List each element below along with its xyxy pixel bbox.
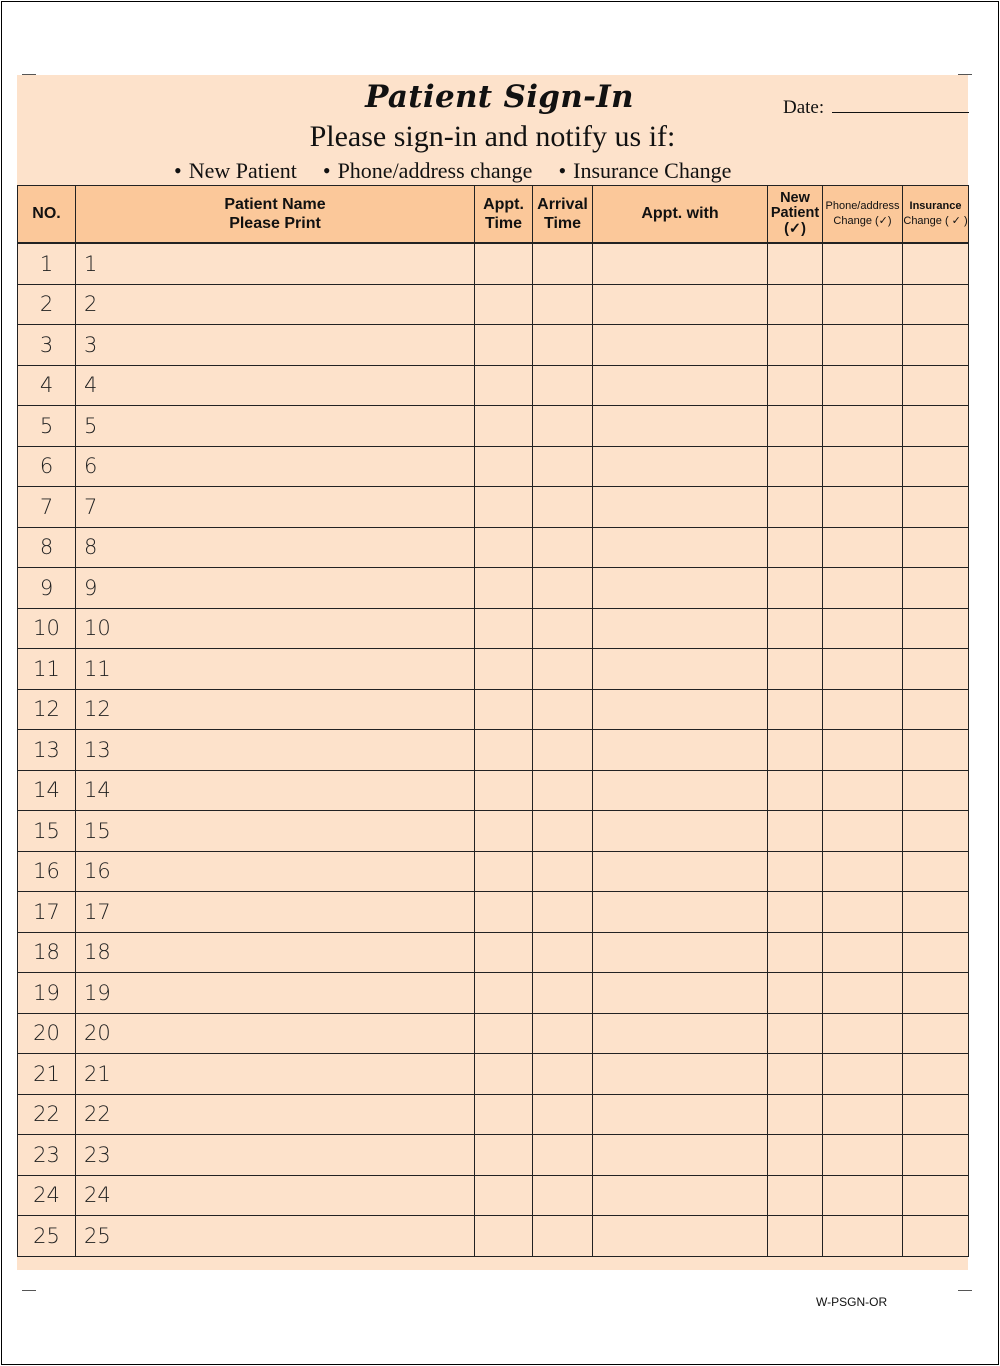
insurance-check-cell[interactable]: [903, 568, 969, 609]
notify-item-label: Insurance Change: [573, 158, 732, 183]
row-number-cell: 1: [18, 243, 76, 284]
arrival-time-cell[interactable]: [533, 770, 593, 811]
appt-time-cell[interactable]: [475, 932, 533, 973]
row-number-cell: 17: [18, 892, 76, 933]
appt-time-cell[interactable]: [475, 284, 533, 325]
header-arrival-line2: Time: [543, 215, 582, 232]
insurance-check-cell[interactable]: [903, 689, 969, 730]
appt-with-cell[interactable]: [593, 1094, 768, 1135]
appt-time-cell[interactable]: [475, 608, 533, 649]
appt-time-cell[interactable]: [475, 325, 533, 366]
new-patient-check-cell[interactable]: [768, 1216, 823, 1257]
appt-time-cell[interactable]: [475, 1054, 533, 1095]
row-number-cell: 16: [18, 851, 76, 892]
arrival-time-cell[interactable]: [533, 568, 593, 609]
header-name-line1: Patient Name: [224, 195, 326, 213]
new-patient-check-cell[interactable]: [768, 1135, 823, 1176]
patient-name-cell[interactable]: 21: [76, 1054, 475, 1095]
arrival-time-cell[interactable]: [533, 892, 593, 933]
insurance-check-cell[interactable]: [903, 770, 969, 811]
table-row: [18, 932, 969, 973]
row-number-cell: 9: [18, 568, 76, 609]
patient-name-cell[interactable]: 18: [76, 932, 475, 973]
row-number-cell: 3: [18, 325, 76, 366]
insurance-check-cell[interactable]: [903, 1216, 969, 1257]
patient-name-cell[interactable]: 14: [76, 770, 475, 811]
row-number-cell: 19: [18, 973, 76, 1014]
appt-with-cell[interactable]: [593, 892, 768, 933]
insurance-check-cell[interactable]: [903, 1054, 969, 1095]
appt-time-cell[interactable]: [475, 811, 533, 852]
phone-address-check-cell[interactable]: [823, 1216, 903, 1257]
header-appt-time-line1: Appt.: [483, 195, 524, 213]
table-row: [18, 973, 969, 1014]
row-number-cell: 12: [18, 689, 76, 730]
insurance-check-cell[interactable]: [903, 1013, 969, 1054]
arrival-time-cell[interactable]: [533, 446, 593, 487]
patient-name-cell[interactable]: 22: [76, 1094, 475, 1135]
notify-item-label: New Patient: [188, 158, 297, 183]
phone-address-check-cell[interactable]: [823, 770, 903, 811]
sign-in-sheet: [17, 75, 968, 1270]
insurance-check-cell[interactable]: [903, 406, 969, 447]
patient-name-cell[interactable]: 25: [76, 1216, 475, 1257]
form-code: W-PSGN-OR: [816, 1295, 888, 1309]
new-patient-check-cell[interactable]: [768, 892, 823, 933]
table-row: [18, 608, 969, 649]
appt-with-cell[interactable]: [593, 446, 768, 487]
arrival-time-cell[interactable]: [533, 284, 593, 325]
notify-list: [174, 158, 731, 184]
new-patient-check-cell[interactable]: [768, 325, 823, 366]
patient-name-cell[interactable]: 5: [76, 406, 475, 447]
header-new-patient-line1: New: [780, 190, 810, 207]
appt-with-cell[interactable]: [593, 365, 768, 406]
header-new-patient-line2: Patient: [770, 205, 820, 222]
patient-name-cell[interactable]: 9: [76, 568, 475, 609]
insurance-check-cell[interactable]: [903, 284, 969, 325]
appt-with-cell[interactable]: [593, 1054, 768, 1095]
table-row: [18, 770, 969, 811]
appt-with-cell[interactable]: [593, 1216, 768, 1257]
appt-with-cell[interactable]: [593, 1135, 768, 1176]
insurance-check-cell[interactable]: [903, 649, 969, 690]
insurance-check-cell[interactable]: [903, 365, 969, 406]
phone-address-check-cell[interactable]: [823, 730, 903, 771]
phone-address-check-cell[interactable]: [823, 527, 903, 568]
arrival-time-cell[interactable]: [533, 811, 593, 852]
patient-name-cell[interactable]: 13: [76, 730, 475, 771]
patient-name-cell[interactable]: 24: [76, 1175, 475, 1216]
header-no-label: NO.: [32, 205, 61, 223]
arrival-time-cell[interactable]: [533, 365, 593, 406]
phone-address-check-cell[interactable]: [823, 365, 903, 406]
insurance-check-cell[interactable]: [903, 1175, 969, 1216]
table-row: [18, 365, 969, 406]
appt-with-cell[interactable]: [593, 649, 768, 690]
new-patient-check-cell[interactable]: [768, 1013, 823, 1054]
row-number-cell: 11: [18, 649, 76, 690]
row-number-cell: 22: [18, 1094, 76, 1135]
row-number-cell: 8: [18, 527, 76, 568]
arrival-time-cell[interactable]: [533, 973, 593, 1014]
patient-name-cell[interactable]: 1: [76, 243, 475, 284]
insurance-check-cell[interactable]: [903, 851, 969, 892]
row-number-cell: 2: [18, 284, 76, 325]
phone-address-check-cell[interactable]: [823, 1175, 903, 1216]
patient-name-cell[interactable]: 23: [76, 1135, 475, 1176]
new-patient-check-cell[interactable]: [768, 689, 823, 730]
new-patient-check-cell[interactable]: [768, 527, 823, 568]
date-label: Date:: [783, 97, 825, 118]
arrival-time-cell[interactable]: [533, 406, 593, 447]
arrival-time-cell[interactable]: [533, 325, 593, 366]
new-patient-check-cell[interactable]: [768, 243, 823, 284]
arrival-time-cell[interactable]: [533, 1094, 593, 1135]
insurance-check-cell[interactable]: [903, 811, 969, 852]
patient-name-cell[interactable]: 3: [76, 325, 475, 366]
patient-name-cell[interactable]: 19: [76, 973, 475, 1014]
table-row: [18, 689, 969, 730]
form-title: Patient Sign-In: [365, 79, 634, 115]
table-row: [18, 527, 969, 568]
patient-name-cell[interactable]: 17: [76, 892, 475, 933]
phone-address-check-cell[interactable]: [823, 892, 903, 933]
table-row: [18, 1054, 969, 1095]
patient-name-cell[interactable]: 10: [76, 608, 475, 649]
arrival-time-cell[interactable]: [533, 649, 593, 690]
insurance-check-cell[interactable]: [903, 1135, 969, 1176]
new-patient-check-cell[interactable]: [768, 649, 823, 690]
appt-with-cell[interactable]: [593, 1013, 768, 1054]
row-number-cell: 13: [18, 730, 76, 771]
appt-with-cell[interactable]: [593, 770, 768, 811]
phone-address-check-cell[interactable]: [823, 406, 903, 447]
arrival-time-cell[interactable]: [533, 1135, 593, 1176]
header-new-patient-line3: (✓): [784, 220, 806, 237]
phone-address-check-cell[interactable]: [823, 1013, 903, 1054]
phone-address-check-cell[interactable]: [823, 1094, 903, 1135]
appt-with-cell[interactable]: [593, 568, 768, 609]
sign-in-table: [17, 185, 969, 1257]
new-patient-check-cell[interactable]: [768, 1094, 823, 1135]
row-number-cell: 21: [18, 1054, 76, 1095]
appt-time-cell[interactable]: [475, 1135, 533, 1176]
appt-time-cell[interactable]: [475, 973, 533, 1014]
crop-mark-bottom-left: [22, 1290, 36, 1291]
bullet: •: [322, 158, 331, 183]
patient-name-cell[interactable]: 16: [76, 851, 475, 892]
row-number-cell: 15: [18, 811, 76, 852]
appt-time-cell[interactable]: [475, 689, 533, 730]
new-patient-check-cell[interactable]: [768, 730, 823, 771]
appt-time-cell[interactable]: [475, 1216, 533, 1257]
appt-with-cell[interactable]: [593, 284, 768, 325]
arrival-time-cell[interactable]: [533, 851, 593, 892]
date-field[interactable]: [832, 112, 969, 113]
new-patient-check-cell[interactable]: [768, 770, 823, 811]
row-number-cell: 5: [18, 406, 76, 447]
insurance-check-cell[interactable]: [903, 527, 969, 568]
patient-name-cell[interactable]: 15: [76, 811, 475, 852]
phone-address-check-cell[interactable]: [823, 1054, 903, 1095]
header-appt-time: [475, 186, 533, 244]
header-insurance-line1: Insurance: [909, 199, 962, 212]
form-subtitle: Please sign-in and notify us if:: [309, 120, 676, 153]
appt-time-cell[interactable]: [475, 527, 533, 568]
insurance-check-cell[interactable]: [903, 973, 969, 1014]
appt-time-cell[interactable]: [475, 851, 533, 892]
header-phone-address-change: [823, 186, 903, 244]
table-row: [18, 243, 969, 284]
appt-with-cell[interactable]: [593, 973, 768, 1014]
table-row: [18, 406, 969, 447]
new-patient-check-cell[interactable]: [768, 811, 823, 852]
appt-with-cell[interactable]: [593, 325, 768, 366]
table-row: [18, 811, 969, 852]
table-body: [18, 243, 969, 1256]
appt-with-cell[interactable]: [593, 811, 768, 852]
new-patient-check-cell[interactable]: [768, 487, 823, 528]
appt-with-cell[interactable]: [593, 1175, 768, 1216]
bullet: •: [174, 158, 182, 183]
appt-with-cell[interactable]: [593, 851, 768, 892]
appt-time-cell[interactable]: [475, 406, 533, 447]
new-patient-check-cell[interactable]: [768, 1175, 823, 1216]
header-appt-with-label: Appt. with: [641, 205, 719, 223]
appt-with-cell[interactable]: [593, 243, 768, 284]
new-patient-check-cell[interactable]: [768, 608, 823, 649]
header-name-line2: Please Print: [229, 215, 321, 232]
appt-time-cell[interactable]: [475, 892, 533, 933]
row-number-cell: 6: [18, 446, 76, 487]
arrival-time-cell[interactable]: [533, 243, 593, 284]
arrival-time-cell[interactable]: [533, 1054, 593, 1095]
row-number-cell: 24: [18, 1175, 76, 1216]
appt-time-cell[interactable]: [475, 1013, 533, 1054]
phone-address-check-cell[interactable]: [823, 649, 903, 690]
header-no: [18, 186, 76, 244]
appt-with-cell[interactable]: [593, 608, 768, 649]
insurance-check-cell[interactable]: [903, 446, 969, 487]
arrival-time-cell[interactable]: [533, 1013, 593, 1054]
new-patient-check-cell[interactable]: [768, 851, 823, 892]
appt-time-cell[interactable]: [475, 649, 533, 690]
appt-time-cell[interactable]: [475, 1094, 533, 1135]
header-insurance-change: [903, 186, 969, 244]
table-row: [18, 730, 969, 771]
header-arrival-time: [533, 186, 593, 244]
arrival-time-cell[interactable]: [533, 932, 593, 973]
phone-address-check-cell[interactable]: [823, 568, 903, 609]
table-row: [18, 649, 969, 690]
row-number-cell: 23: [18, 1135, 76, 1176]
phone-address-check-cell[interactable]: [823, 973, 903, 1014]
new-patient-check-cell[interactable]: [768, 365, 823, 406]
new-patient-check-cell[interactable]: [768, 1054, 823, 1095]
appt-with-cell[interactable]: [593, 406, 768, 447]
table-header-row: [18, 186, 969, 244]
patient-name-cell[interactable]: 7: [76, 487, 475, 528]
header-patient-name: [76, 186, 475, 244]
appt-with-cell[interactable]: [593, 932, 768, 973]
phone-address-check-cell[interactable]: [823, 284, 903, 325]
header-phone-line2: Change (✓): [833, 215, 892, 227]
insurance-check-cell[interactable]: [903, 243, 969, 284]
arrival-time-cell[interactable]: [533, 730, 593, 771]
notify-item-label: Phone/address change: [337, 158, 533, 183]
row-number-cell: 18: [18, 932, 76, 973]
table-row: [18, 325, 969, 366]
phone-address-check-cell[interactable]: [823, 689, 903, 730]
arrival-time-cell[interactable]: [533, 1216, 593, 1257]
notify-item-new-patient: [174, 158, 297, 184]
phone-address-check-cell[interactable]: [823, 1135, 903, 1176]
table-row: [18, 284, 969, 325]
arrival-time-cell[interactable]: [533, 527, 593, 568]
insurance-check-cell[interactable]: [903, 932, 969, 973]
table-row: [18, 1094, 969, 1135]
new-patient-check-cell[interactable]: [768, 568, 823, 609]
appt-time-cell[interactable]: [475, 365, 533, 406]
patient-name-cell[interactable]: 6: [76, 446, 475, 487]
bullet: •: [558, 158, 567, 183]
arrival-time-cell[interactable]: [533, 487, 593, 528]
notify-item-phone-address: [323, 158, 533, 184]
phone-address-check-cell[interactable]: [823, 325, 903, 366]
table-row: [18, 1175, 969, 1216]
row-number-cell: 4: [18, 365, 76, 406]
insurance-check-cell[interactable]: [903, 608, 969, 649]
notify-item-insurance: [558, 158, 731, 184]
new-patient-check-cell[interactable]: [768, 932, 823, 973]
arrival-time-cell[interactable]: [533, 1175, 593, 1216]
arrival-time-cell[interactable]: [533, 608, 593, 649]
row-number-cell: 10: [18, 608, 76, 649]
phone-address-check-cell[interactable]: [823, 243, 903, 284]
patient-name-cell[interactable]: 12: [76, 689, 475, 730]
new-patient-check-cell[interactable]: [768, 973, 823, 1014]
insurance-check-cell[interactable]: [903, 487, 969, 528]
appt-time-cell[interactable]: [475, 487, 533, 528]
phone-address-check-cell[interactable]: [823, 446, 903, 487]
table-row: [18, 1216, 969, 1257]
header-appt-with: [593, 186, 768, 244]
table-row: [18, 851, 969, 892]
appt-time-cell[interactable]: [475, 568, 533, 609]
header-insurance-line2: Change ( ✓ ): [903, 215, 968, 227]
row-number-cell: 7: [18, 487, 76, 528]
insurance-check-cell[interactable]: [903, 730, 969, 771]
crop-mark-bottom-right: [958, 1290, 972, 1291]
table-row: [18, 446, 969, 487]
appt-with-cell[interactable]: [593, 527, 768, 568]
new-patient-check-cell[interactable]: [768, 406, 823, 447]
patient-name-cell[interactable]: 8: [76, 527, 475, 568]
header-phone-line1: Phone/address: [825, 199, 900, 212]
appt-time-cell[interactable]: [475, 730, 533, 771]
arrival-time-cell[interactable]: [533, 689, 593, 730]
header-new-patient: [768, 186, 823, 244]
appt-time-cell[interactable]: [475, 243, 533, 284]
phone-address-check-cell[interactable]: [823, 487, 903, 528]
table-row: [18, 1013, 969, 1054]
table-row: [18, 487, 969, 528]
appt-time-cell[interactable]: [475, 1175, 533, 1216]
phone-address-check-cell[interactable]: [823, 851, 903, 892]
row-number-cell: 25: [18, 1216, 76, 1257]
insurance-check-cell[interactable]: [903, 325, 969, 366]
form-header: [17, 75, 968, 185]
patient-name-cell[interactable]: 2: [76, 284, 475, 325]
table-row: [18, 568, 969, 609]
appt-with-cell[interactable]: [593, 689, 768, 730]
appt-with-cell[interactable]: [593, 487, 768, 528]
insurance-check-cell[interactable]: [903, 892, 969, 933]
appt-with-cell[interactable]: [593, 730, 768, 771]
patient-name-cell[interactable]: 4: [76, 365, 475, 406]
row-number-cell: 20: [18, 1013, 76, 1054]
row-number-cell: 14: [18, 770, 76, 811]
patient-name-cell[interactable]: 20: [76, 1013, 475, 1054]
table-row: [18, 892, 969, 933]
header-appt-time-line2: Time: [484, 215, 523, 232]
patient-name-cell[interactable]: 11: [76, 649, 475, 690]
insurance-check-cell[interactable]: [903, 1094, 969, 1135]
phone-address-check-cell[interactable]: [823, 932, 903, 973]
new-patient-check-cell[interactable]: [768, 446, 823, 487]
table-row: [18, 1135, 969, 1176]
header-arrival-line1: Arrival: [537, 195, 588, 213]
phone-address-check-cell[interactable]: [823, 608, 903, 649]
phone-address-check-cell[interactable]: [823, 811, 903, 852]
new-patient-check-cell[interactable]: [768, 284, 823, 325]
appt-time-cell[interactable]: [475, 446, 533, 487]
appt-time-cell[interactable]: [475, 770, 533, 811]
